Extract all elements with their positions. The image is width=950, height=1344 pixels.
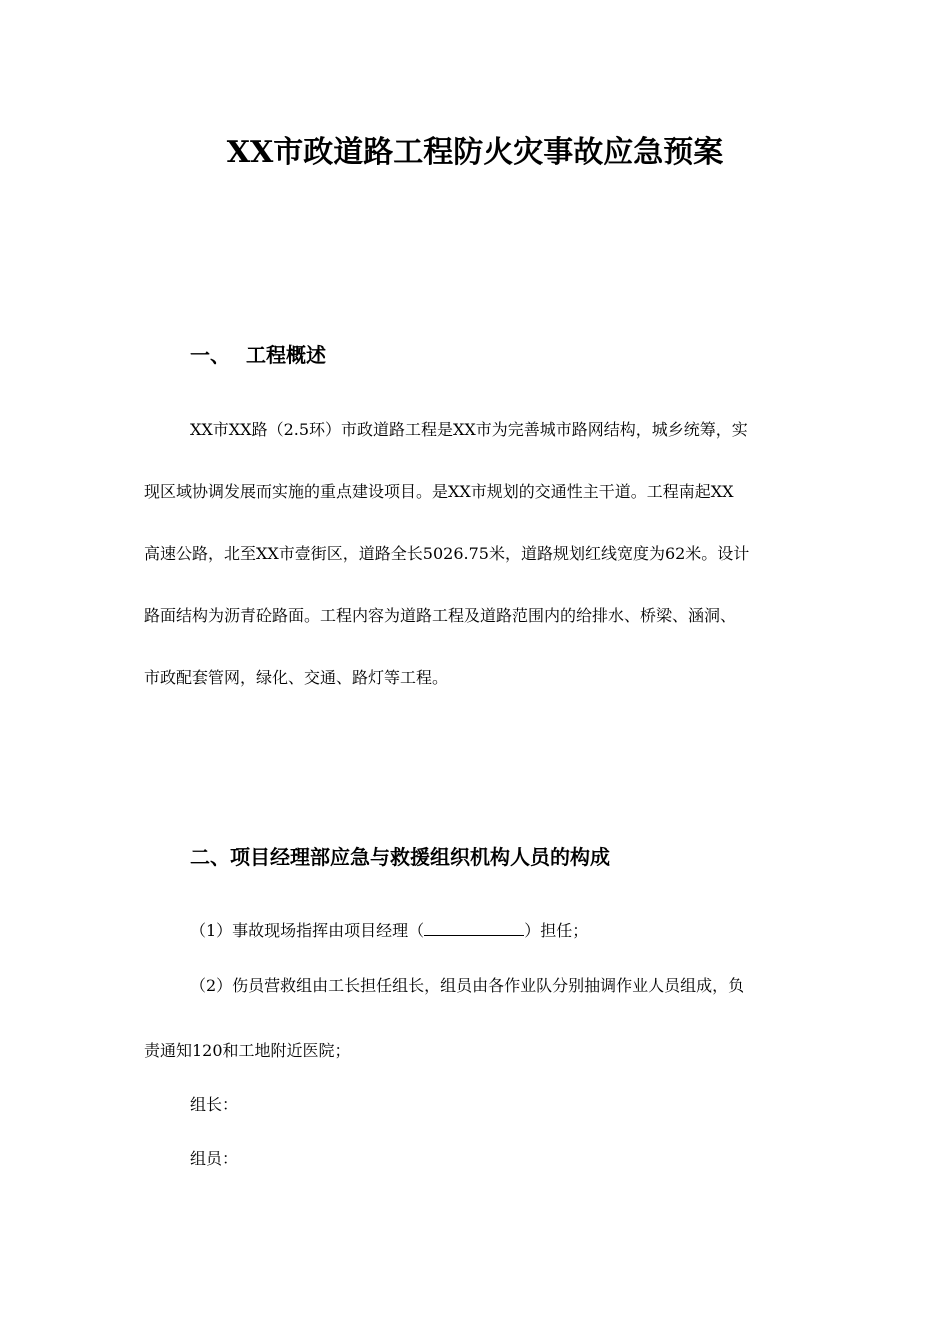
paragraph-line: 高速公路，北至XX市壹街区，道路全长5026.75米，道路规划红线宽度为62米。设计 [144,544,750,563]
list-item-text: ）担任； [524,921,589,940]
list-item-text: （1）事故现场指挥由项目经理（ [190,921,425,940]
list-item-rescue-group-continued: 责通知120和工地附近医院； [144,1041,351,1060]
leader-label: 组长： [190,1095,239,1114]
section-heading-text: 工程概述 [246,343,326,367]
fill-in-blank [424,921,524,936]
paragraph-line: 路面结构为沥青砼路面。工程内容为道路工程及道路范围内的给排水、桥梁、涵洞、 [144,606,737,625]
list-item-commander [190,920,588,942]
paragraph-line: 现区域协调发展而实施的重点建设项目。是XX市规划的交通性主干道。工程南起XX [144,482,734,501]
paragraph-line: 市政配套管网，绿化、交通、路灯等工程。 [144,668,449,687]
document-title: XX市政道路工程防火灾事故应急预案 [226,135,724,170]
member-label: 组员： [190,1149,239,1168]
paragraph-line: XX市XX路（2.5环）市政道路工程是XX市为完善城市路网结构，城乡统筹，实 [190,420,748,439]
list-item-rescue-group: （2）伤员营救组由工长担任组长，组员由各作业队分别抽调作业人员组成，负 [190,976,745,995]
section-heading-overview [190,341,326,369]
section-number: 一、 [190,343,230,367]
section-heading-organization: 二、项目经理部应急与救援组织机构人员的构成 [190,845,610,869]
